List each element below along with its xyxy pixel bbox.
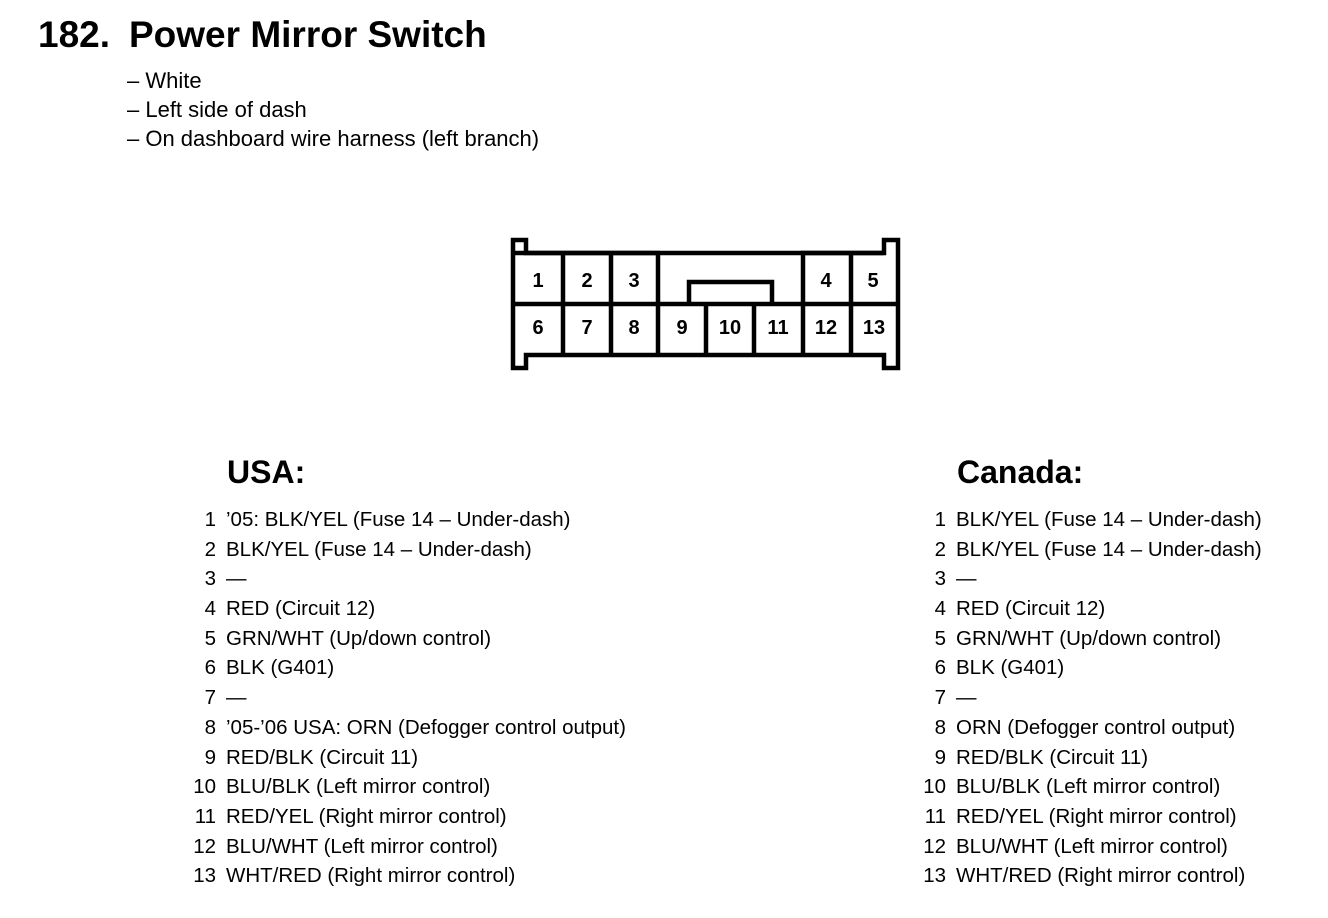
pin-number: 5 — [934, 626, 946, 650]
pin-row — [922, 772, 1262, 802]
pin-row — [922, 713, 1262, 743]
connector-diagram — [508, 236, 904, 374]
pin-description: — — [226, 567, 247, 591]
pin-number: 9 — [204, 745, 216, 769]
pin-description: — — [956, 686, 977, 710]
pin-label-9: 9 — [676, 317, 688, 339]
pin-description: ’05: BLK/YEL (Fuse 14 – Under-dash) — [226, 508, 571, 531]
canada-pin-list — [922, 505, 1262, 891]
pin-description: — — [226, 686, 247, 710]
pin-description: BLU/BLK (Left mirror control) — [956, 775, 1221, 799]
pin-description: BLK/YEL (Fuse 14 – Under-dash) — [956, 537, 1262, 561]
usa-pin-list — [192, 505, 626, 891]
pin-number: 11 — [194, 804, 216, 828]
pin-row — [192, 861, 626, 891]
pin-row — [192, 594, 626, 624]
pin-row — [192, 802, 626, 832]
pin-number: 5 — [204, 626, 216, 650]
pin-description: ’05-’06 USA: ORN (Defogger control output) — [226, 715, 626, 739]
pin-description: BLK (G401) — [226, 656, 335, 680]
title-text: Power Mirror Switch — [129, 14, 487, 55]
pin-label-6: 6 — [532, 317, 544, 339]
pin-description: WHT/RED (Right mirror control) — [956, 864, 1246, 888]
pin-number: 10 — [193, 775, 216, 799]
pin-number: 6 — [204, 656, 216, 680]
pin-description: RED (Circuit 12) — [956, 597, 1106, 621]
pin-description: RED/YEL (Right mirror control) — [956, 804, 1237, 828]
pin-number: 8 — [934, 715, 946, 739]
pin-label-10: 10 — [718, 317, 742, 339]
pin-row — [922, 505, 1262, 535]
pin-description: GRN/WHT (Up/down control) — [956, 626, 1222, 650]
pin-row — [192, 683, 626, 713]
pin-label-8: 8 — [628, 317, 640, 339]
pin-number: 4 — [204, 597, 216, 621]
pin-row — [922, 832, 1262, 862]
pin-row — [192, 535, 626, 565]
pin-label-1: 1 — [532, 270, 544, 292]
pin-row — [922, 802, 1262, 832]
latch-bump — [689, 282, 772, 304]
pin-number: 12 — [923, 834, 946, 858]
pin-label-7: 7 — [581, 317, 593, 339]
pin-label-5: 5 — [867, 270, 879, 292]
pin-number: 7 — [204, 686, 216, 710]
pin-number: 10 — [923, 775, 946, 799]
note-color: – White — [127, 68, 202, 93]
pin-label-4: 4 — [820, 270, 832, 292]
pin-number: 3 — [934, 567, 946, 591]
pin-number: 8 — [204, 715, 216, 739]
pin-number: 1 — [204, 508, 216, 531]
pin-description: RED/YEL (Right mirror control) — [226, 804, 507, 828]
pin-row — [192, 505, 626, 535]
pin-label-11: 11 — [767, 317, 789, 339]
pin-description: BLU/BLK (Left mirror control) — [226, 775, 491, 799]
pin-description: RED/BLK (Circuit 11) — [226, 745, 419, 769]
pin-row — [922, 653, 1262, 683]
pin-description: GRN/WHT (Up/down control) — [226, 626, 492, 650]
pin-number: 4 — [934, 597, 946, 621]
note-harness: – On dashboard wire harness (left branch) — [127, 126, 540, 151]
pin-description: BLU/WHT (Left mirror control) — [226, 834, 498, 858]
canada-heading: Canada: — [957, 454, 1084, 490]
pin-row — [922, 743, 1262, 773]
pin-number: 9 — [934, 745, 946, 769]
pin-number: 6 — [934, 656, 946, 680]
pin-number: 1 — [934, 508, 946, 531]
pin-description: BLK/YEL (Fuse 14 – Under-dash) — [956, 508, 1262, 531]
pin-label-12: 12 — [814, 317, 838, 339]
pin-number: 12 — [193, 834, 216, 858]
pin-row — [922, 683, 1262, 713]
note-location: – Left side of dash — [127, 97, 307, 122]
pin-number: 11 — [924, 804, 946, 828]
pin-description: WHT/RED (Right mirror control) — [226, 864, 516, 888]
pin-row — [192, 743, 626, 773]
pin-number: 2 — [934, 537, 946, 561]
pin-row — [192, 624, 626, 654]
pin-row — [922, 535, 1262, 565]
pin-row — [922, 564, 1262, 594]
pin-number: 2 — [204, 537, 216, 561]
pin-number: 3 — [204, 567, 216, 591]
pin-description: BLK (G401) — [956, 656, 1065, 680]
pin-number: 13 — [193, 864, 216, 888]
page-title — [38, 14, 487, 56]
item-number: 182. — [38, 14, 111, 55]
pin-description: RED/BLK (Circuit 11) — [956, 745, 1149, 769]
pin-number: 13 — [923, 864, 946, 888]
pin-description: BLU/WHT (Left mirror control) — [956, 834, 1228, 858]
pin-row — [192, 564, 626, 594]
pin-description: — — [956, 567, 977, 591]
connector-notes — [127, 66, 539, 153]
pin-row — [922, 861, 1262, 891]
pin-description: RED (Circuit 12) — [226, 597, 376, 621]
pin-description: BLK/YEL (Fuse 14 – Under-dash) — [226, 537, 532, 561]
pin-number: 7 — [934, 686, 946, 710]
pin-row — [192, 832, 626, 862]
pin-row — [922, 594, 1262, 624]
pin-row — [922, 624, 1262, 654]
pin-row — [192, 772, 626, 802]
pin-label-3: 3 — [628, 270, 640, 292]
pin-description: ORN (Defogger control output) — [956, 715, 1236, 739]
pin-label-2: 2 — [581, 270, 593, 292]
pin-row — [192, 713, 626, 743]
usa-heading: USA: — [227, 454, 306, 490]
pin-row — [192, 653, 626, 683]
pin-label-13: 13 — [862, 317, 886, 339]
